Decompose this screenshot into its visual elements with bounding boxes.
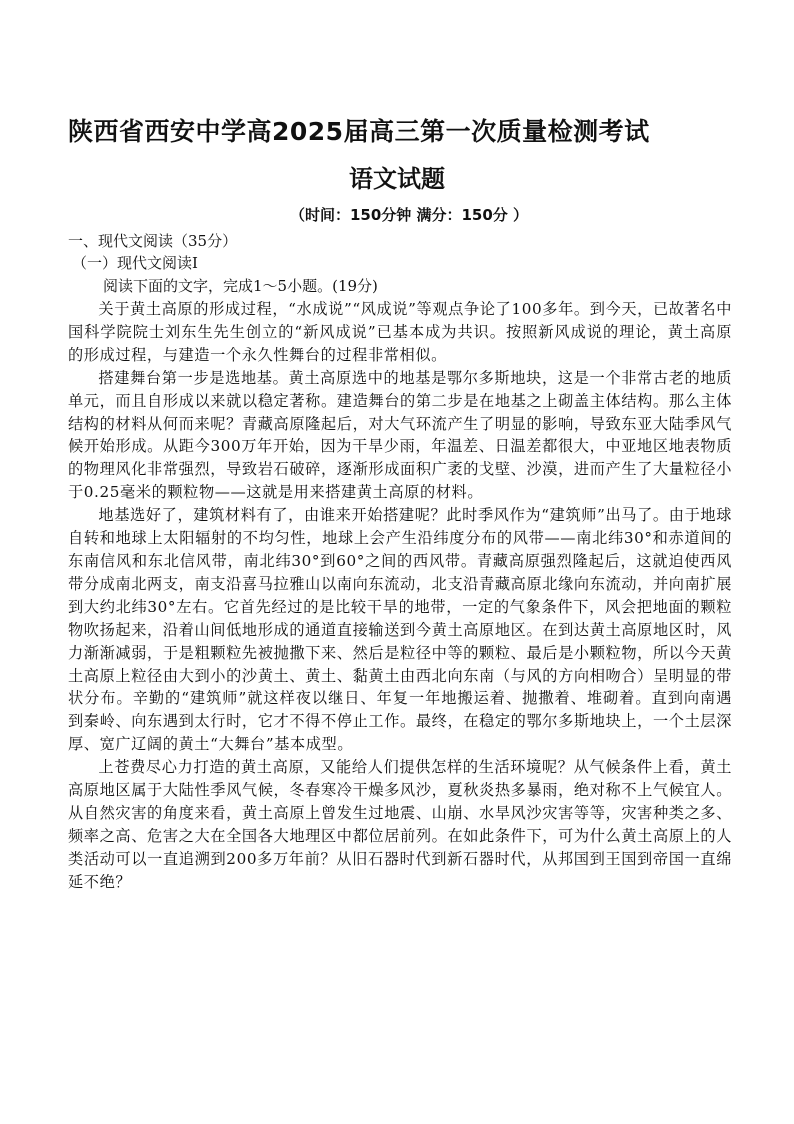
subsection-heading: （一）现代文阅读Ⅰ [72, 254, 198, 272]
exam-time-score: （时间：150分钟 满分：150分 ） [289, 206, 529, 224]
section-heading: 一、现代文阅读（35分） [68, 232, 238, 250]
reading-instruction: 阅读下面的文字，完成1～5小题。(19分) [103, 277, 378, 295]
passage-paragraph: 上苍费尽心力打造的黄土高原，又能给人们提供怎样的生活环境呢？从气候条件上看，黄土高原地区属于大陆性季风气候，冬春寒冷干燥多风沙，夏秋炎热多暴雨，绝对称不上气候宜人。从自然灾害的角度来看，黄土高原上曾发生过地震、山崩、水旱风沙灾害等等，灾害种类之多、频率之高、危害之大在全国各大地理区中都位居前列。在如此条件下，可为什么黄土高原上的人类活动可以一直追溯到200多万年前？从旧石器时代到新石器时代，从邦国到王国到帝国一直绵延不绝？ [68, 758, 732, 891]
passage-paragraph: 搭建舞台第一步是选地基。黄土高原选中的地基是鄂尔多斯地块，这是一个非常古老的地质单元，而且自形成以来就以稳定著称。建造舞台的第二步是在地基之上砌盖主体结构。那么主体结构的材料从何而来呢？青藏高原隆起后，对大气环流产生了明显的影响，导致东亚大陆季风气候开始形成。从距今300万年开始，因为干旱少雨，年温差、日温差都很大，中亚地区地表物质的物理风化非常强烈，导致岩石破碎，逐渐形成面积广袤的戈壁、沙漠，进而产生了大量粒径小于0.25毫米的颗粒物——这就是用来搭建黄土高原的材料。 [68, 368, 732, 502]
exam-title: 陕西省西安中学高2025届高三第一次质量检测考试 [68, 117, 650, 146]
subject-title: 语文试题 [349, 165, 445, 193]
passage-paragraph: 关于黄土高原的形成过程，“水成说”“风成说”等观点争论了100多年。到今天，已故著名中国科学院院士刘东生先生创立的“新风成说”已基本成为共识。按照新风成说的理论，黄土高原的形成过程，与建造一个永久性舞台的过程非常相似。 [68, 300, 732, 364]
passage-paragraph: 地基选好了，建筑材料有了，由谁来开始搭建呢？此时季风作为“建筑师”出马了。由于地球自转和地球上太阳辐射的不均匀性，地球上会产生沿纬度分布的风带——南北纬30°和赤道间的东南信风和东北信风带，南北纬30°到60°之间的西风带。青藏高原强烈隆起后，这就迫使西风带分成南北两支，南支沿喜马拉雅山以南向东流动，北支沿青藏高原北缘向东流动，并向南扩展到大约北纬30°左右。它首先经过的是比较干旱的地带，一定的气象条件下，风会把地面的颗粒物吹扬起来，沿着山间低地形成的通道直接输送到今黄土高原地区。在到达黄土高原地区时，风力渐渐减弱，于是粗颗粒先被抛撒下来、然后是粒径中等的颗粒、最后是小颗粒物，所以今天黄土高原上粒径由大到小的沙黄土、黄土、黏黄土由西北向东南（与风的方向相吻合）呈明显的带状分布。辛勤的“建筑师”就这样夜以继日、年复一年地搬运着、抛撒着、堆砌着。直到向南遇到秦岭、向东遇到太行时，它才不得不停止工作。最终，在稳定的鄂尔多斯地块上，一个土层深厚、宽广辽阔的黄土“大舞台”基本成型。 [68, 506, 732, 754]
reading-passage [68, 298, 732, 894]
